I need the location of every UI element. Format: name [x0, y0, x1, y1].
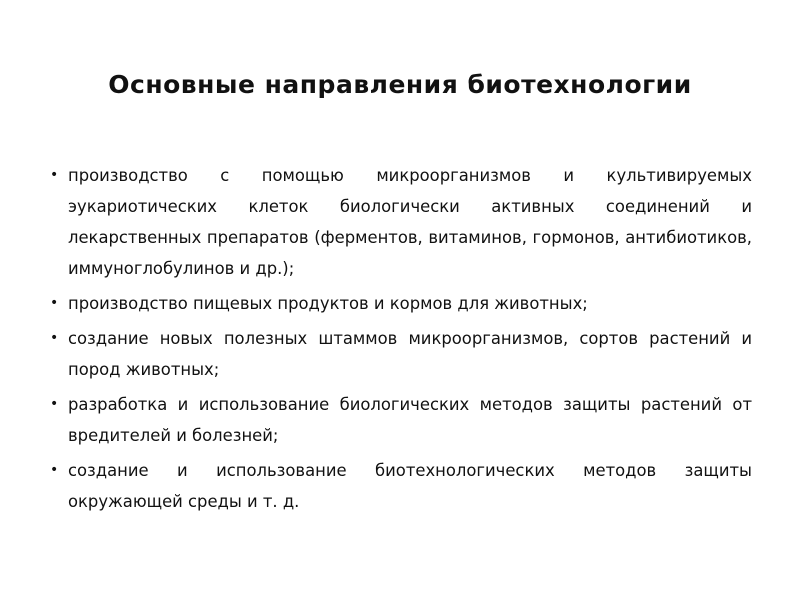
- list-item: [44, 288, 752, 319]
- list-item-text: разработка и использование биологических методов защиты растений от вредителей и болезней;: [68, 395, 752, 445]
- bullet-icon: •: [50, 396, 59, 412]
- bullet-list: [44, 160, 752, 521]
- slide-title: Основные направления биотехнологии: [108, 70, 692, 99]
- list-item: [44, 323, 752, 385]
- bullet-icon: •: [50, 295, 59, 311]
- list-item: [44, 160, 752, 284]
- list-item-text: производство с помощью микроорганизмов и культивируемых эукариотических клеток биологически активных соединений и лекарственных препаратов (ферментов, витаминов, гормонов, антибиотиков, иммуноглобулинов и др.);: [68, 166, 752, 278]
- list-item-text: создание новых полезных штаммов микроорганизмов, сортов растений и пород животных;: [68, 329, 752, 379]
- bullet-icon: •: [50, 167, 59, 183]
- list-item: [44, 389, 752, 451]
- list-item: [44, 455, 752, 517]
- bullet-icon: •: [50, 330, 59, 346]
- list-item-text: создание и использование биотехнологических методов защиты окружающей среды и т. д.: [68, 461, 752, 511]
- list-item-text: производство пищевых продуктов и кормов для животных;: [68, 294, 588, 313]
- bullet-icon: •: [50, 462, 59, 478]
